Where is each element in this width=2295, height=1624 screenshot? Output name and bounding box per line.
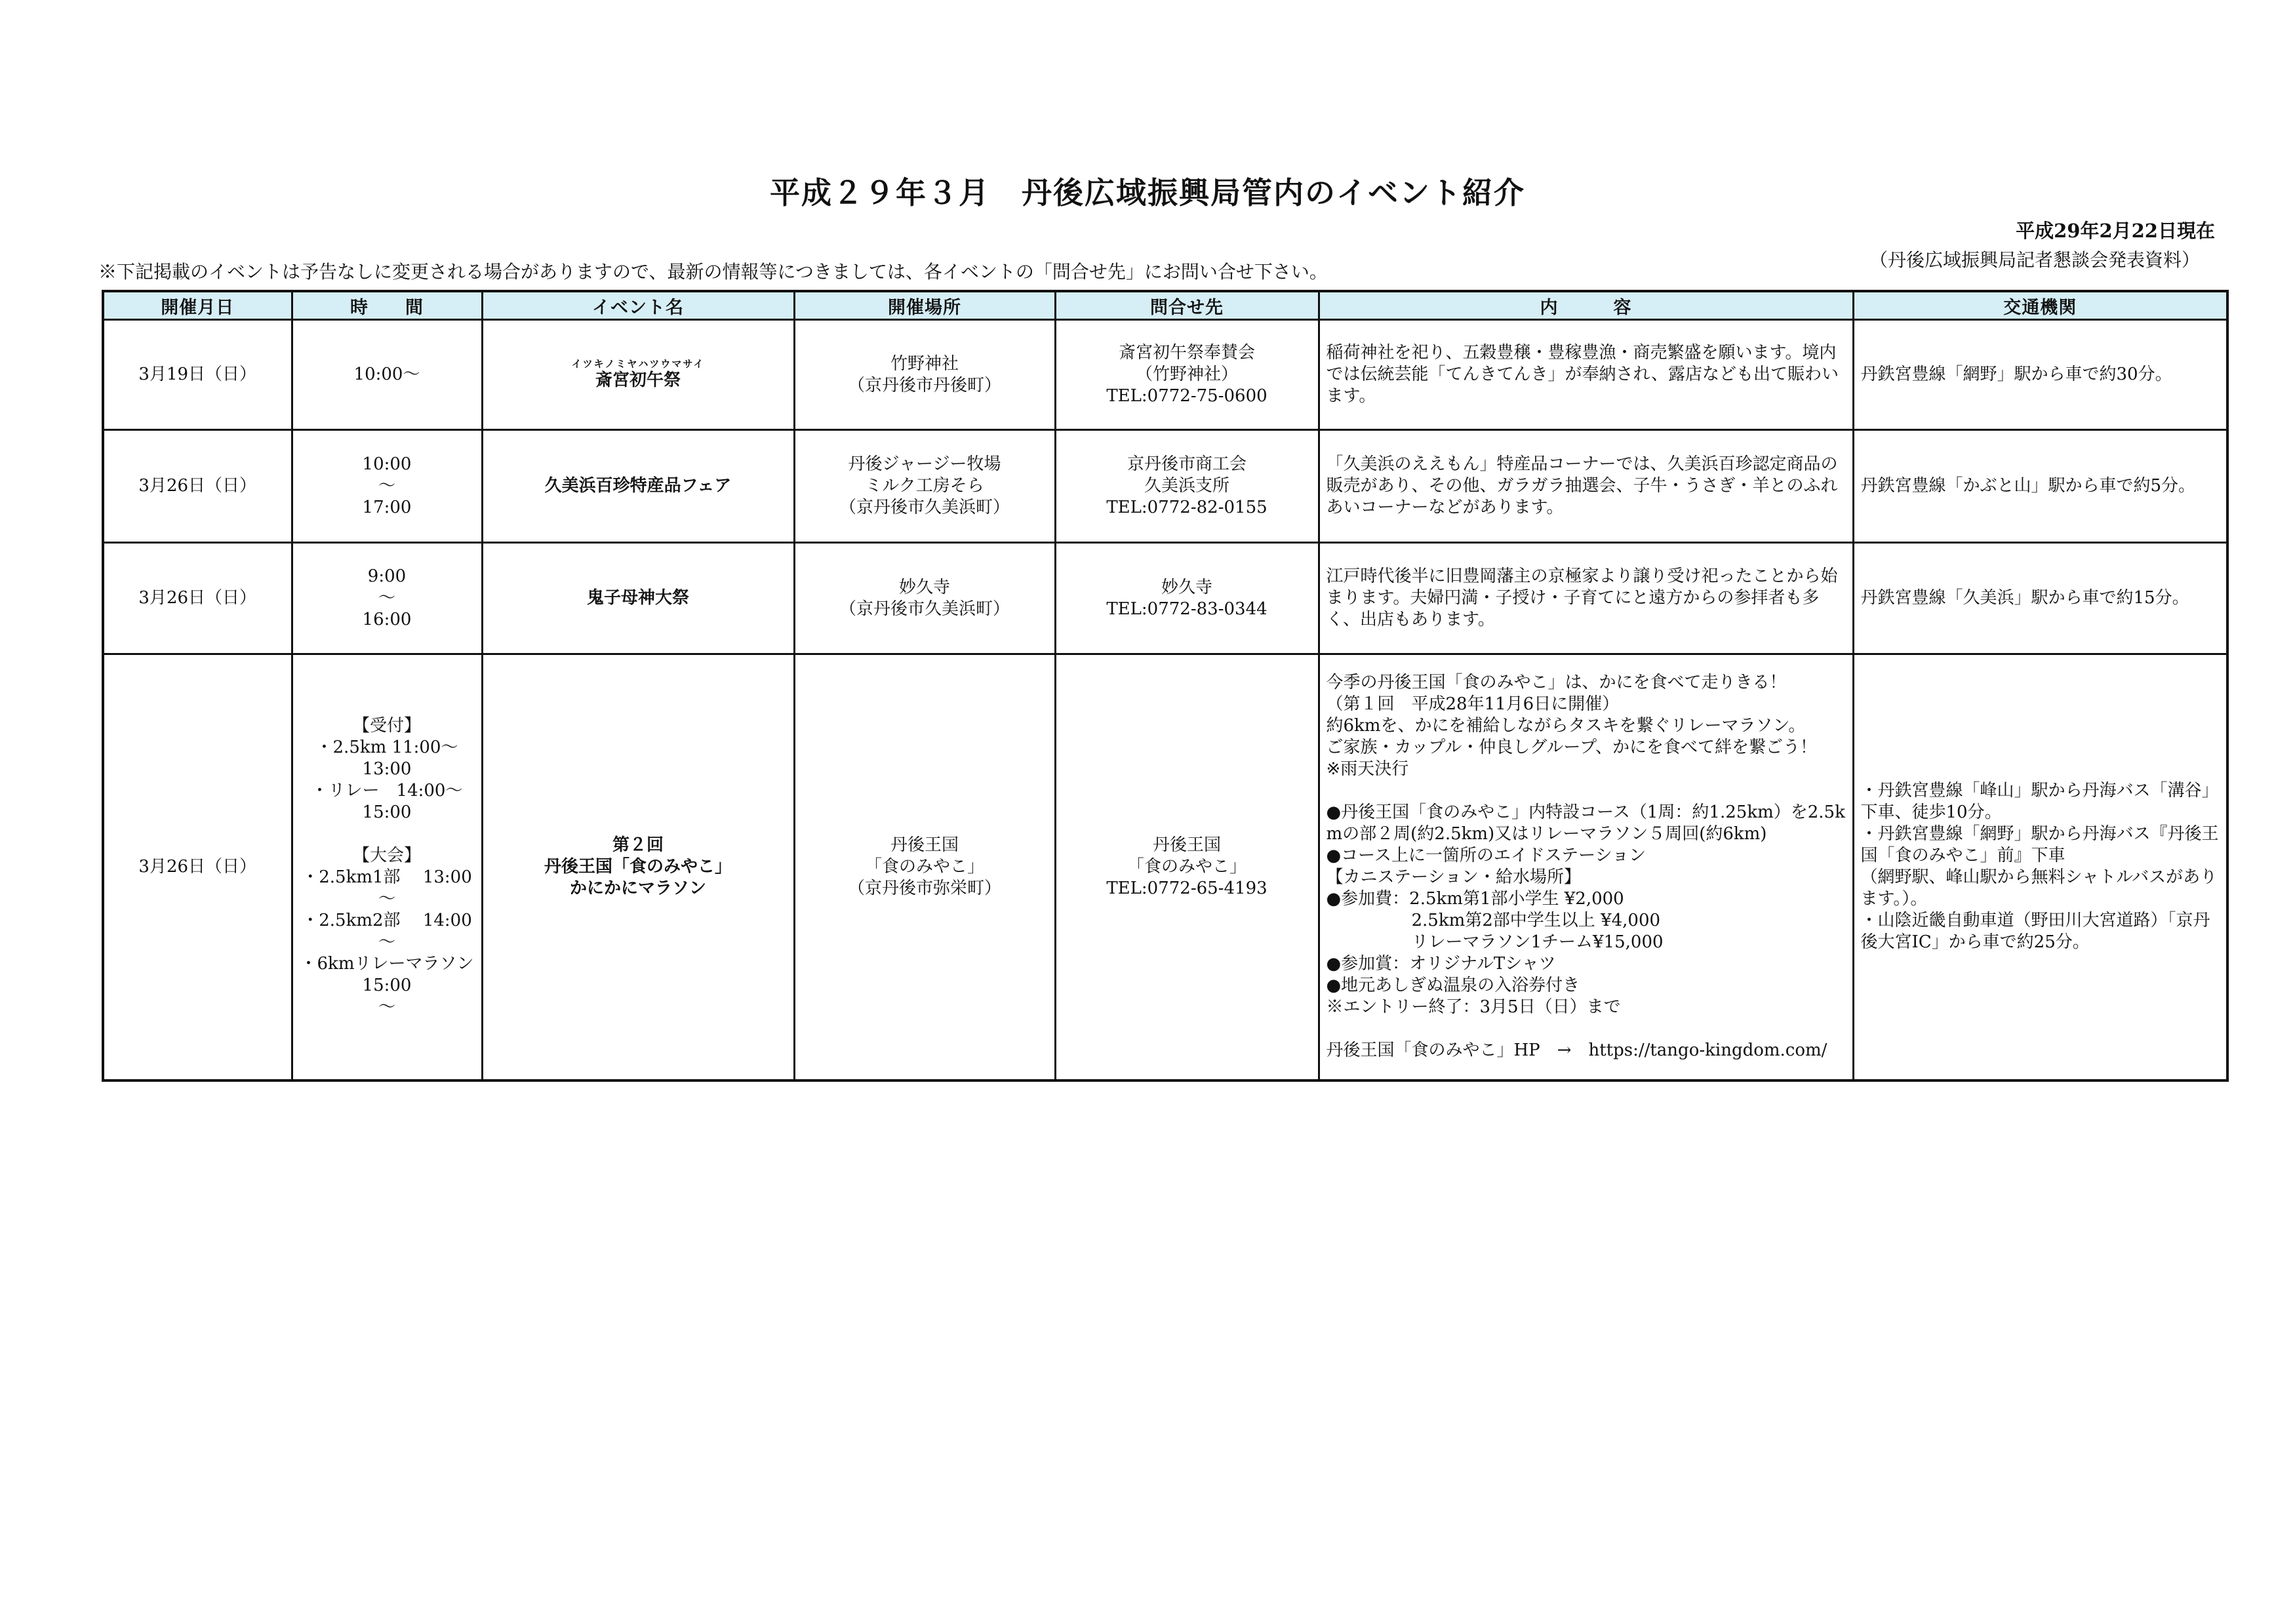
table-row bbox=[103, 654, 2227, 1080]
event-contact: 丹後王国 「食のみやこ」 TEL:0772-65-4193 bbox=[1055, 654, 1319, 1080]
column-header-access: 交通機関 bbox=[1853, 291, 2227, 320]
table-row bbox=[103, 543, 2227, 654]
event-contact: 斎宮初午祭奉賛会 （竹野神社） TEL:0772-75-0600 bbox=[1055, 320, 1319, 430]
table-row bbox=[103, 430, 2227, 543]
event-venue: 竹野神社 （京丹後市丹後町） bbox=[794, 320, 1055, 430]
event-contact: 京丹後市商工会 久美浜支所 TEL:0772-82-0155 bbox=[1055, 430, 1319, 543]
source-note: （丹後広域振興局記者懇談会発表資料） bbox=[1869, 249, 2200, 271]
column-header-contact: 問合せ先 bbox=[1055, 291, 1319, 320]
event-name: 斎宮初午祭 bbox=[595, 370, 681, 390]
column-header-content: 内 容 bbox=[1319, 291, 1853, 320]
event-content: 今季の丹後王国「食のみやこ」は、かにを食べて走りきる！ （第１回 平成28年11月6日に開催） 約6kmを、かにを補給しながらタスキを繋ぐリレーマラソン。 ご家族・カップル・仲良しグループ、かにを食べて絆を繋ごう！ ※雨天決行 ●丹後王国「食のみやこ」内特設コース（1周：約1.25km）を2.5kmの部２周(約2.5km)又はリレーマラソン５周回(約6km) ●コース上に一箇所のエイドステーション 【カニステーション・給水場所】 ●参加費：2.5km第1部小学生 ¥2,000 2.5km第2部中学生以上 ¥4,000 リレーマラソン1チーム¥15,000 ●参加賞：オリジナルTシャツ ●地元あしぎぬ温泉の入浴券付き ※エントリー終了：3月5日（日）まで 丹後王国「食のみやこ」HP → https://tango-kingdom.com/ bbox=[1319, 654, 1853, 1080]
event-venue: 妙久寺 （京丹後市久美浜町） bbox=[794, 543, 1055, 654]
column-header-event-name: イベント名 bbox=[482, 291, 794, 320]
event-name: 鬼子母神大祭 bbox=[482, 543, 794, 654]
event-time: 9:00 ～ 16:00 bbox=[292, 543, 482, 654]
event-date: 3月26日（日） bbox=[103, 654, 292, 1080]
event-access: 丹鉄宮豊線「久美浜」駅から車で約15分。 bbox=[1853, 543, 2227, 654]
event-date: 3月26日（日） bbox=[103, 543, 292, 654]
event-contact: 妙久寺 TEL:0772-83-0344 bbox=[1055, 543, 1319, 654]
disclaimer-note: ※下記掲載のイベントは予告なしに変更される場合がありますので、最新の情報等につきましては、各イベントの「問合せ先」にお問い合せ下さい。 bbox=[98, 261, 1328, 283]
event-name: 久美浜百珍特産品フェア bbox=[482, 430, 794, 543]
event-time: 10:00～ bbox=[292, 320, 482, 430]
event-venue: 丹後王国 「食のみやこ」 （京丹後市弥栄町） bbox=[794, 654, 1055, 1080]
event-access: ・丹鉄宮豊線「峰山」駅から丹海バス「溝谷」下車、徒歩10分。 ・丹鉄宮豊線「網野」駅から丹海バス『丹後王国「食のみやこ」前』下車 （網野駅、峰山駅から無料シャトルバスがあります。）。 ・山陰近畿自動車道（野田川大宮道路）「京丹後大宮IC」から車で約25分。 bbox=[1853, 654, 2227, 1080]
event-date: 3月19日（日） bbox=[103, 320, 292, 430]
event-name-ruby: イツキノミヤハツウマサイ bbox=[571, 358, 705, 370]
event-time: 【受付】 ・2.5km 11:00～ 13:00 ・リレー 14:00～ 15:00 【大会】 ・2.5km1部 13:00 ～ ・2.5km2部 14:00 ～ ・6kmリレーマラソン 15:00 ～ bbox=[292, 654, 482, 1080]
event-time: 10:00 ～ 17:00 bbox=[292, 430, 482, 543]
column-header-date: 開催月日 bbox=[103, 291, 292, 320]
as-of-date: 平成29年2月22日現在 bbox=[2016, 220, 2215, 242]
event-name-cell bbox=[482, 320, 794, 430]
event-content: 「久美浜のええもん」特産品コーナーでは、久美浜百珍認定商品の販売があり、その他、ガラガラ抽選会、子牛・うさぎ・羊とのふれあいコーナーなどがあります。 bbox=[1319, 430, 1853, 543]
table-header-row bbox=[103, 291, 2227, 320]
page-title: 平成２９年３月 丹後広域振興局管内のイベント紹介 bbox=[770, 175, 1525, 210]
event-access: 丹鉄宮豊線「網野」駅から車で約30分。 bbox=[1853, 320, 2227, 430]
event-name: 第２回 丹後王国「食のみやこ」 かにかにマラソン bbox=[482, 654, 794, 1080]
column-header-venue: 開催場所 bbox=[794, 291, 1055, 320]
event-venue: 丹後ジャージー牧場 ミルク工房そら （京丹後市久美浜町） bbox=[794, 430, 1055, 543]
event-date: 3月26日（日） bbox=[103, 430, 292, 543]
column-header-time: 時 間 bbox=[292, 291, 482, 320]
event-content: 稲荷神社を祀り、五穀豊穣・豊稼豊漁・商売繁盛を願います。境内では伝統芸能「てんきてんき」が奉納され、露店なども出て賑わいます。 bbox=[1319, 320, 1853, 430]
table-row bbox=[103, 320, 2227, 430]
event-access: 丹鉄宮豊線「かぶと山」駅から車で約5分。 bbox=[1853, 430, 2227, 543]
event-content: 江戸時代後半に旧豊岡藩主の京極家より譲り受け祀ったことから始まります。夫婦円満・子授け・子育てにと遠方からの参拝者も多く、出店もあります。 bbox=[1319, 543, 1853, 654]
events-table bbox=[102, 290, 2229, 1082]
